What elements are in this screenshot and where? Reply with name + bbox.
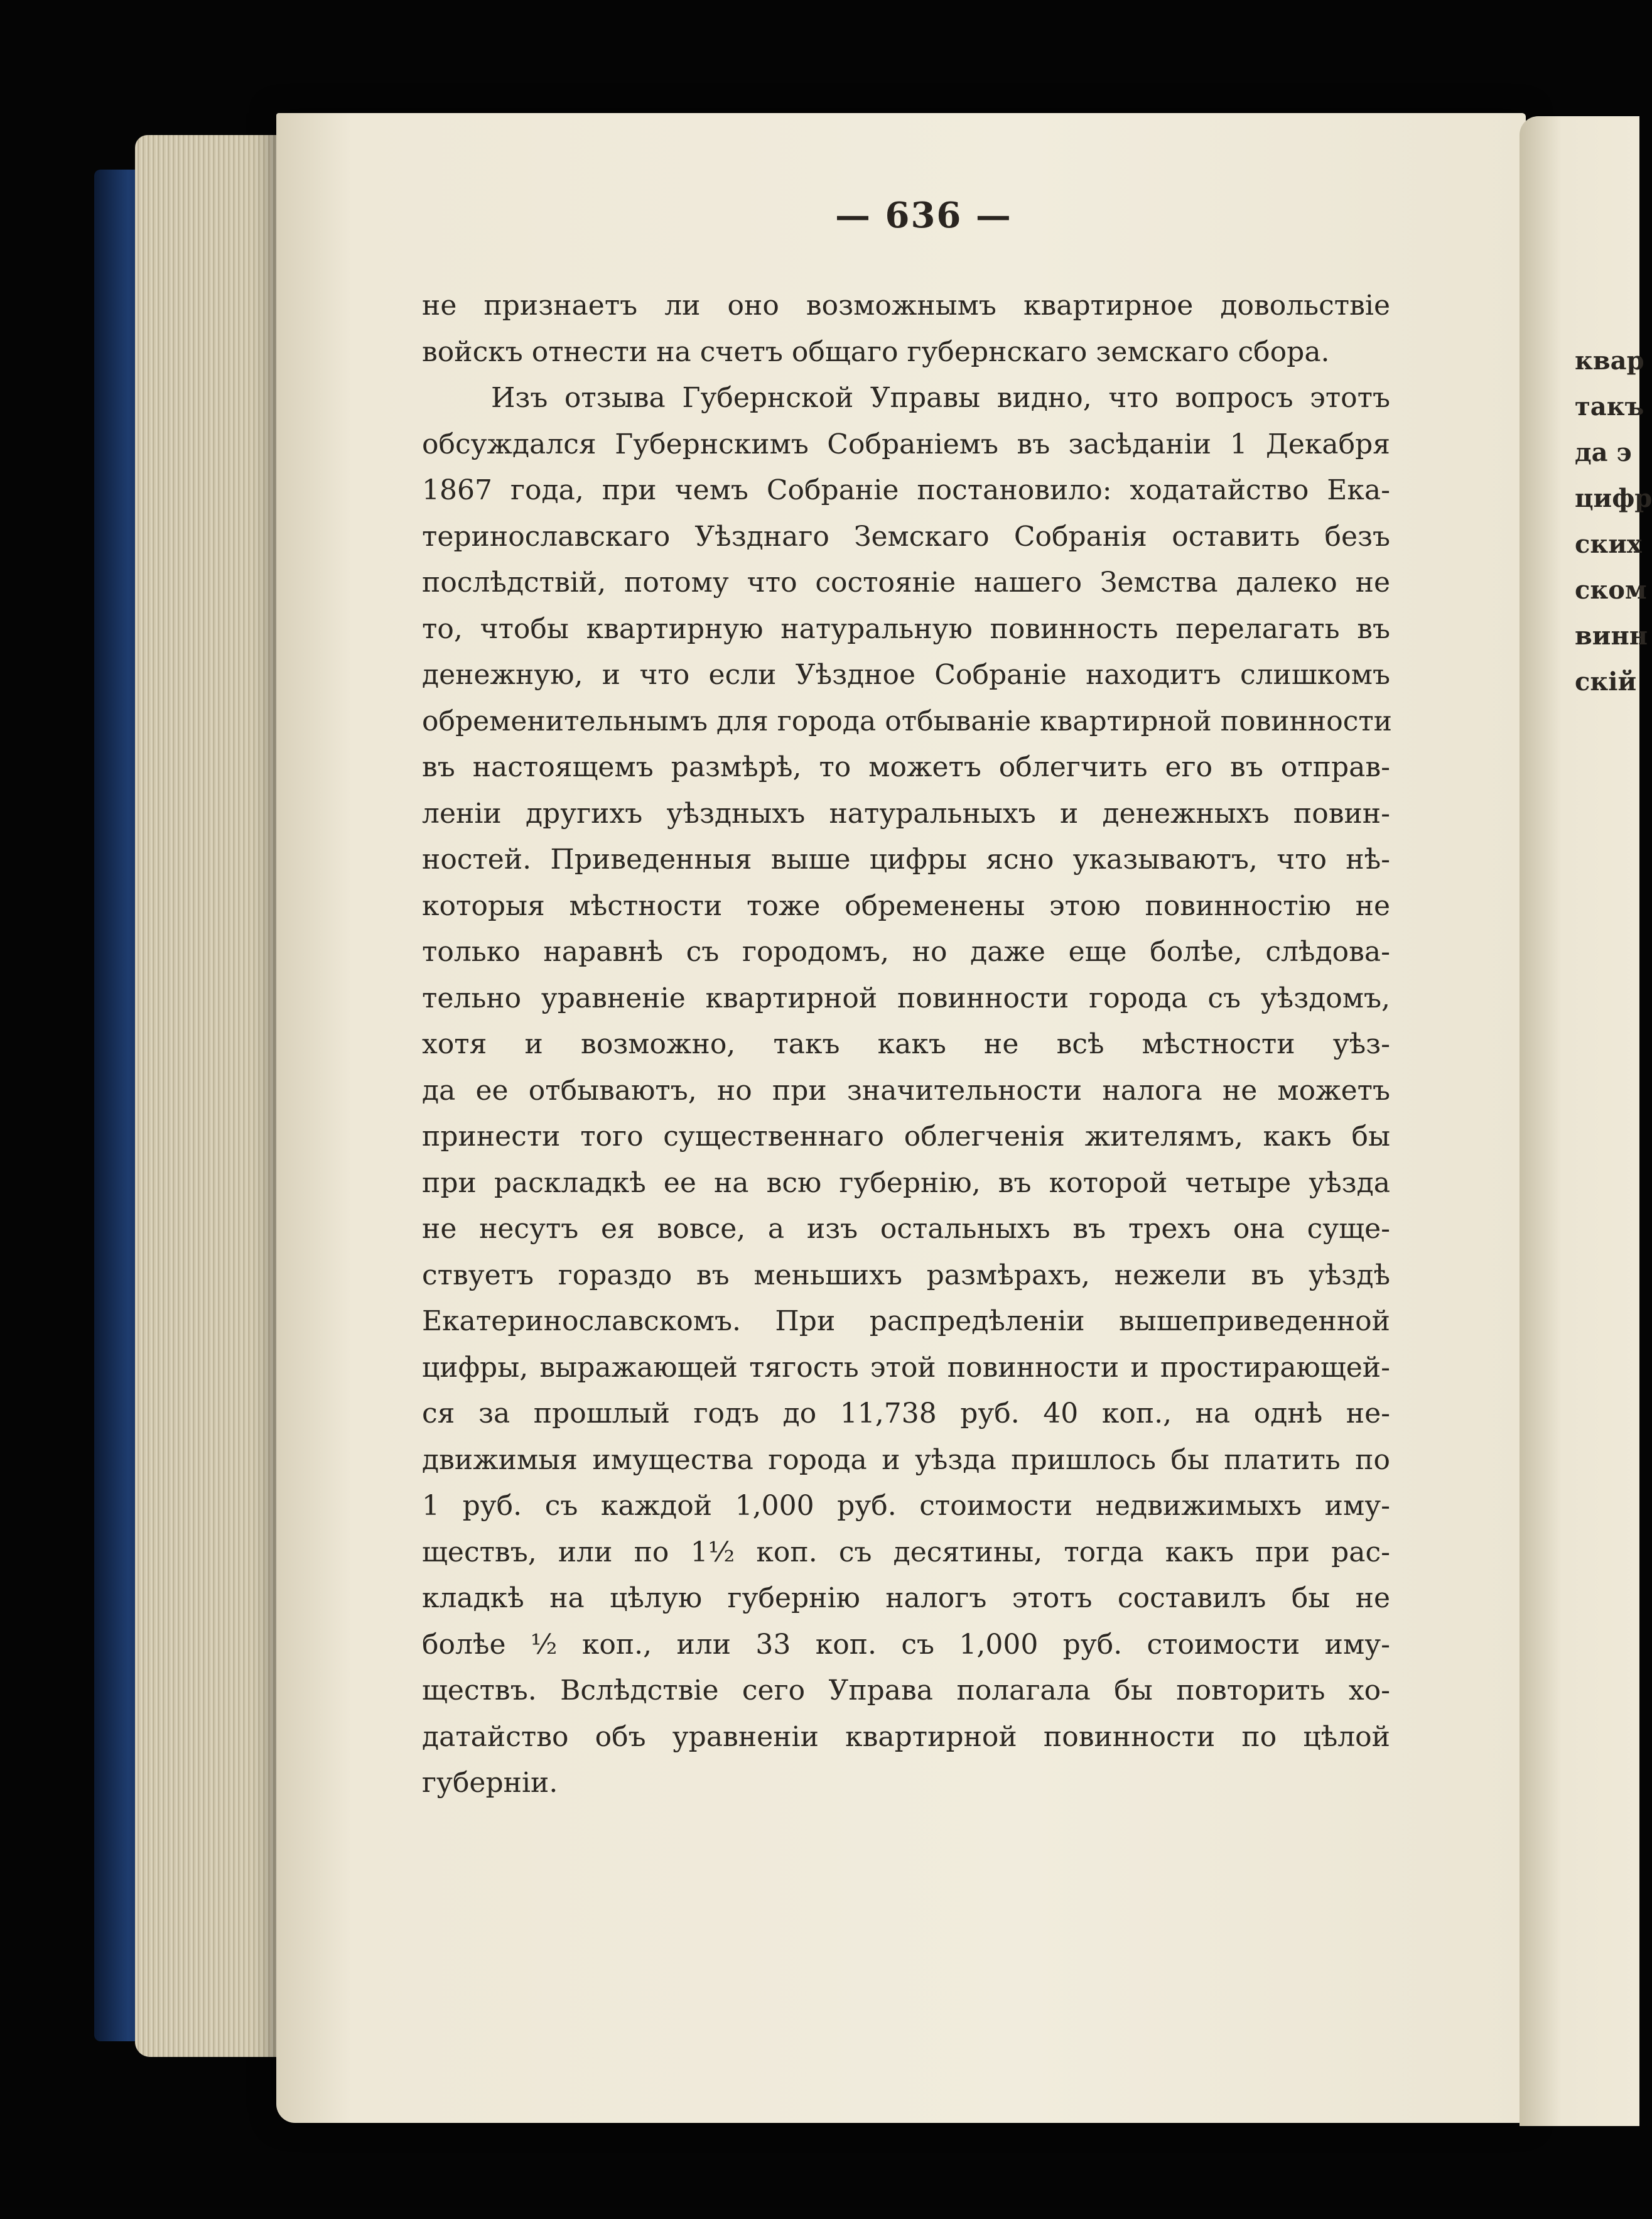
text-line: леніи другихъ уѣздныхъ натуральныхъ и денежныхъ повин- bbox=[422, 797, 1390, 830]
text-line: ствуетъ гораздо въ меньшихъ размѣрахъ, нежели въ уѣздѣ bbox=[422, 1259, 1390, 1291]
text-line: ществъ, или по 1½ коп. съ десятины, тогда какъ при рас- bbox=[422, 1536, 1390, 1568]
text-line: да ее отбываютъ, но при значительности налога не можетъ bbox=[422, 1074, 1390, 1107]
text-line: хотя и возможно, такъ какъ не всѣ мѣстности уѣз- bbox=[422, 1028, 1390, 1060]
text-line: послѣдствій, потому что состояніе нашего Земства далеко не bbox=[422, 567, 1390, 599]
text-line: датайство объ уравненіи квартирной повинности по цѣлой bbox=[422, 1720, 1390, 1753]
text-line: войскъ отнести на счетъ общаго губернскаго земскаго сбора. bbox=[422, 335, 1330, 368]
text-line: ностей. Приведенныя выше цифры ясно указываютъ, что нѣ- bbox=[422, 844, 1390, 876]
text-line: движимыя имущества города и уѣзда пришлось бы платить по bbox=[422, 1443, 1390, 1476]
page-edges bbox=[135, 135, 292, 2057]
right-page-fragment: ских bbox=[1575, 529, 1642, 559]
text-line: которыя мѣстности тоже обременены этою повинностію не bbox=[422, 889, 1390, 922]
text-line: обсуждался Губернскимъ Собраніемъ въ засѣданіи 1 Декабря bbox=[422, 428, 1390, 460]
text-line: Екатеринославскомъ. При распредѣленіи вышеприведенной bbox=[422, 1305, 1390, 1337]
text-line: ществъ. Вслѣдствіе сего Управа полагала бы повторить хо- bbox=[422, 1674, 1390, 1706]
right-page-fragment: цифр bbox=[1575, 484, 1652, 513]
right-page-fragment: да э bbox=[1575, 438, 1632, 467]
text-line: Изъ отзыва Губернской Управы видно, что вопросъ этотъ bbox=[491, 382, 1390, 414]
text-line: 1867 года, при чемъ Собраніе постановило: ходатайство Ека- bbox=[422, 474, 1390, 506]
text-line: ся за прошлый годъ до 11,738 руб. 40 коп., на однѣ не- bbox=[422, 1397, 1390, 1430]
text-line: цифры, выражающей тягость этой повинности и простирающей- bbox=[422, 1351, 1390, 1384]
text-line: не несутъ ея вовсе, а изъ остальныхъ въ трехъ она суще- bbox=[422, 1213, 1390, 1245]
text-line: кладкѣ на цѣлую губернію налогъ этотъ составилъ бы не bbox=[422, 1582, 1390, 1614]
text-line: теринославскаго Уѣзднаго Земскаго Собранія оставить безъ bbox=[422, 520, 1390, 553]
text-line: въ настоящемъ размѣрѣ, то можетъ облегчить его въ отправ- bbox=[422, 751, 1390, 783]
right-page-fragment: такъ bbox=[1575, 392, 1644, 421]
text-line: обременительнымъ для города отбываніе квартирной повинности bbox=[422, 705, 1393, 737]
right-page-fragment: квар bbox=[1575, 346, 1644, 376]
text-line: при раскладкѣ ее на всю губернію, въ которой четыре уѣзда bbox=[422, 1166, 1390, 1199]
text-line: то, чтобы квартирную натуральную повинность перелагать въ bbox=[422, 612, 1390, 645]
body-text bbox=[422, 283, 1393, 1806]
text-line: болѣе ½ коп., или 33 коп. съ 1,000 руб. стоимости иму- bbox=[422, 1628, 1390, 1661]
text-line: только наравнѣ съ городомъ, но даже еще болѣе, слѣдова- bbox=[422, 936, 1390, 968]
right-page-fragment: ском bbox=[1575, 575, 1647, 605]
page-number: — 636 — bbox=[835, 195, 1012, 236]
text-line: 1 руб. съ каждой 1,000 руб. стоимости недвижимыхъ иму- bbox=[422, 1490, 1390, 1522]
text-line: тельно уравненіе квартирной повинности города съ уѣздомъ, bbox=[422, 982, 1390, 1014]
right-page-fragment: скій bbox=[1575, 667, 1637, 697]
text-line: губерніи. bbox=[422, 1767, 558, 1799]
text-line: принести того существеннаго облегченія жителямъ, какъ бы bbox=[422, 1120, 1390, 1153]
text-line: денежную, и что если Уѣздное Собраніе находитъ слишкомъ bbox=[422, 659, 1390, 691]
text-line: не признаетъ ли оно возможнымъ квартирное довольствіе bbox=[422, 290, 1390, 322]
right-page-fragment: винн bbox=[1575, 621, 1648, 651]
